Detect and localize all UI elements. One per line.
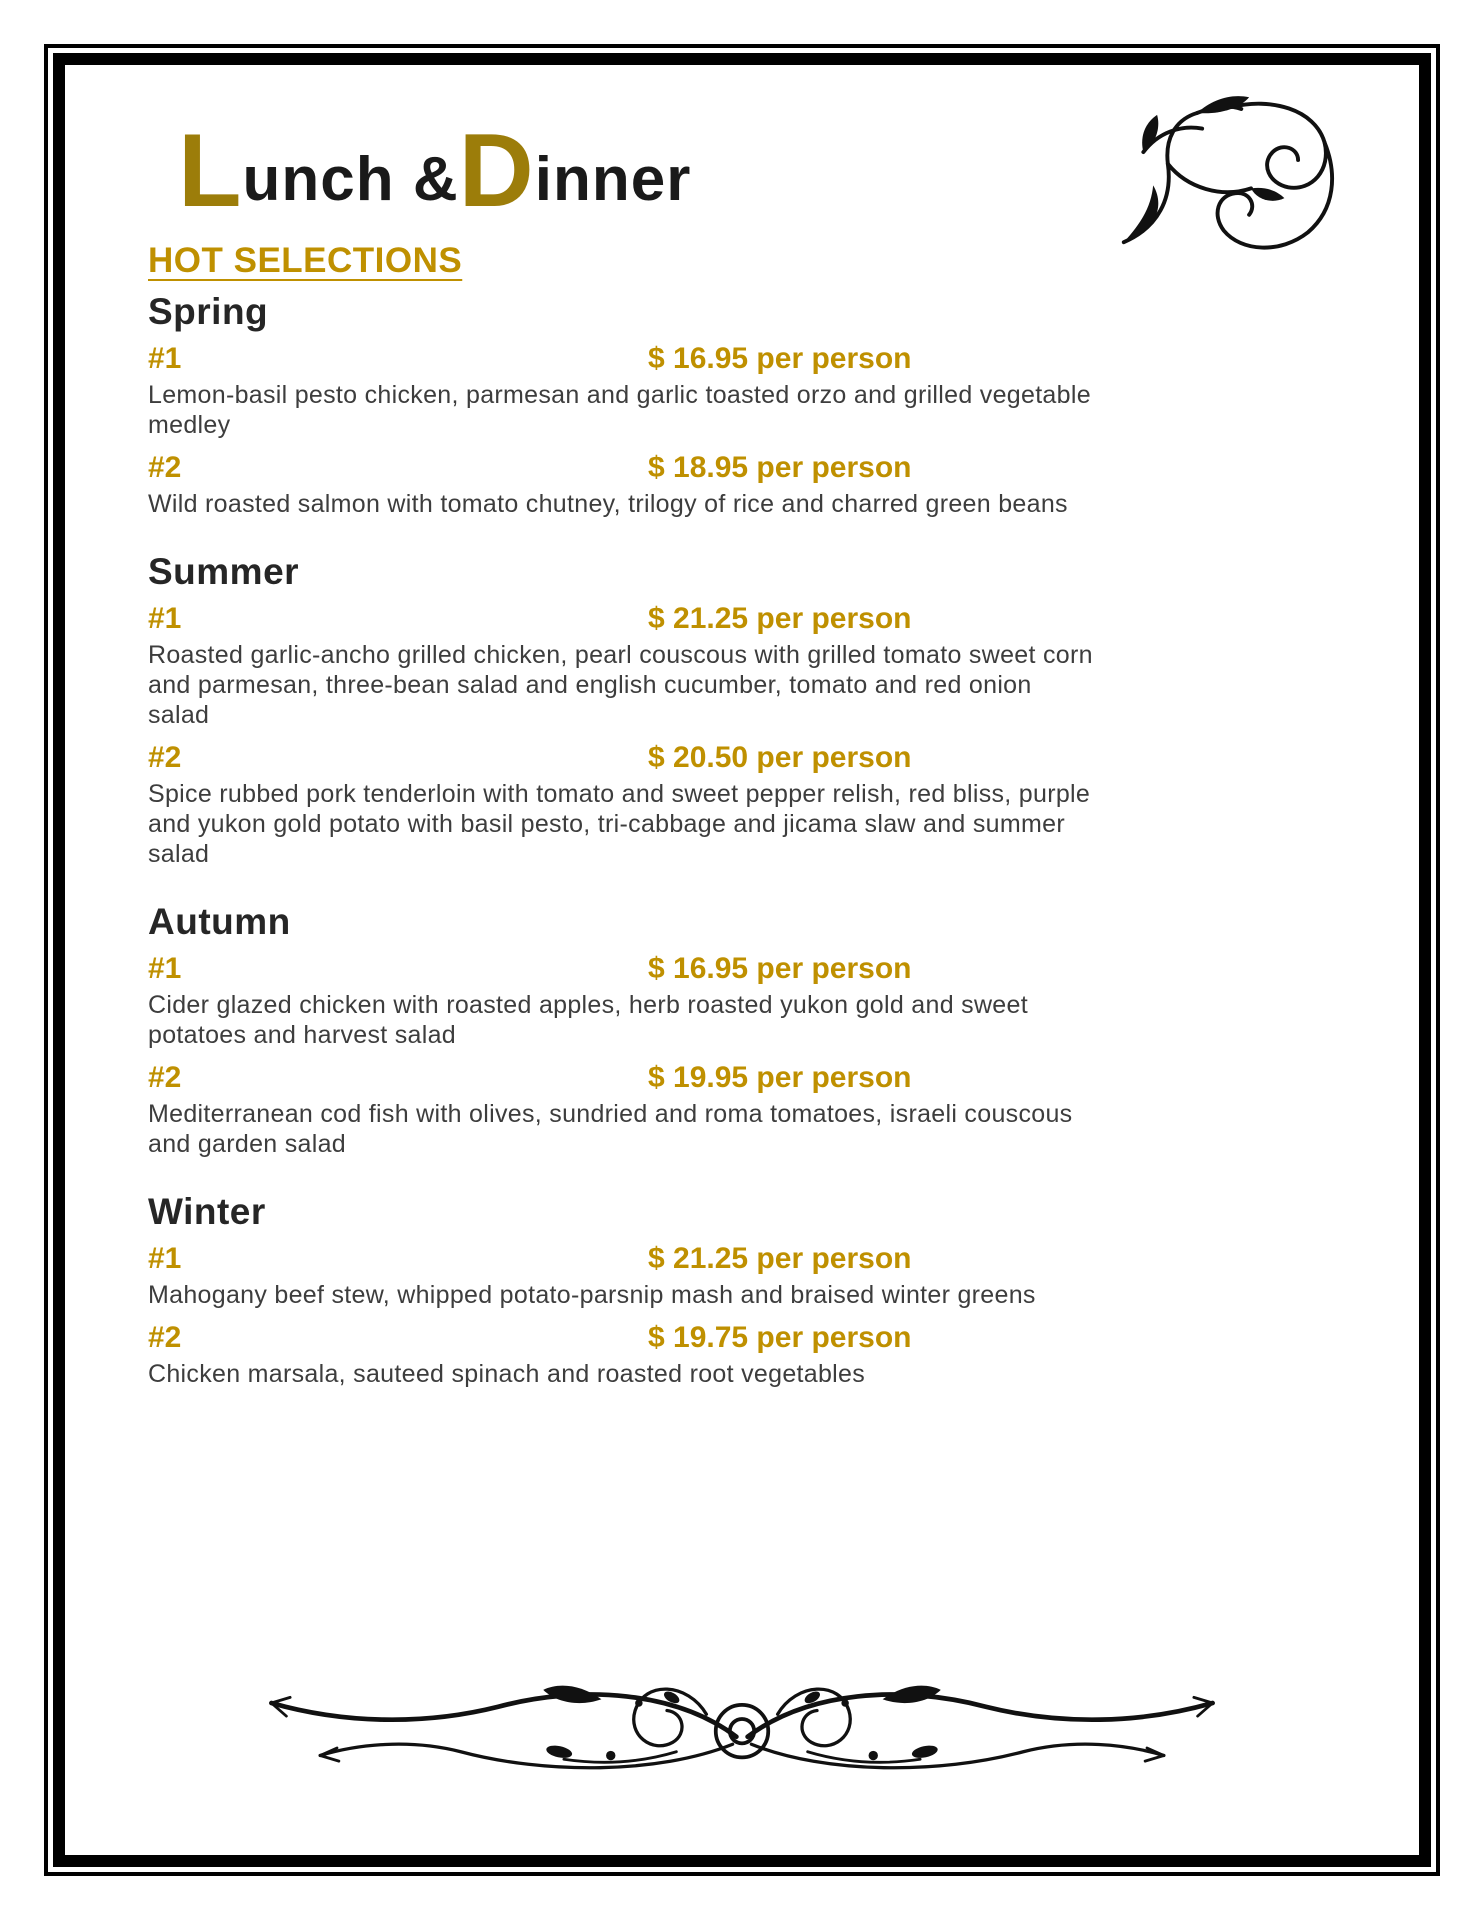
season-heading: Winter xyxy=(148,1190,266,1232)
item-price: $ 16.95 per person xyxy=(648,951,912,985)
item-description: Spice rubbed pork tenderloin with tomato and sweet pepper relish, red bliss, purple and yukon gold potato with basil pesto, tri-cabbage and jicama slaw and summer salad xyxy=(148,779,1091,868)
item-price: $ 16.95 per person xyxy=(648,341,912,375)
title-initial-d: D xyxy=(458,113,535,229)
menu-item xyxy=(148,448,1349,519)
item-description: Wild roasted salmon with tomato chutney, trilogy of rice and charred green beans xyxy=(148,489,1068,518)
item-description: Chicken marsala, sauteed spinach and roasted root vegetables xyxy=(148,1359,866,1388)
item-head xyxy=(148,1239,1349,1278)
title-word-lunch: unch & xyxy=(242,145,459,214)
outer-border-frame xyxy=(44,44,1440,1876)
corner-flourish-icon xyxy=(1114,93,1349,273)
season-section-winter xyxy=(148,1191,1349,1389)
season-section-spring xyxy=(148,291,1349,519)
menu-item xyxy=(148,738,1349,869)
menu-item xyxy=(148,949,1349,1050)
floral-swirl-icon xyxy=(1114,93,1349,268)
item-head xyxy=(148,949,1349,988)
item-number: #1 xyxy=(148,951,182,985)
item-description: Lemon-basil pesto chicken, parmesan and garlic toasted orzo and grilled vegetable medley xyxy=(148,380,1091,439)
item-number: #1 xyxy=(148,601,182,635)
item-price: $ 19.95 per person xyxy=(648,1060,912,1094)
item-head xyxy=(148,599,1349,638)
item-description: Cider glazed chicken with roasted apples, herb roasted yukon gold and sweet potatoes and harvest salad xyxy=(148,990,1028,1049)
menu-item xyxy=(148,1058,1349,1159)
menu-item xyxy=(148,599,1349,730)
item-number: #2 xyxy=(148,1060,182,1094)
menu-item xyxy=(148,339,1349,440)
item-price: $ 19.75 per person xyxy=(648,1320,912,1354)
title-initial-l: L xyxy=(178,113,243,229)
menu-item xyxy=(148,1318,1349,1389)
item-number: #2 xyxy=(148,1320,182,1354)
item-number: #2 xyxy=(148,450,182,484)
scroll-divider-icon xyxy=(212,1658,1272,1808)
item-number: #1 xyxy=(148,341,182,375)
bottom-flourish-icon xyxy=(212,1658,1272,1813)
season-heading: Spring xyxy=(148,290,269,332)
section-heading: HOT SELECTIONS xyxy=(148,240,463,280)
item-price: $ 21.25 per person xyxy=(648,601,912,635)
item-head xyxy=(148,339,1349,378)
item-price: $ 20.50 per person xyxy=(648,740,912,774)
season-section-summer xyxy=(148,551,1349,869)
item-head xyxy=(148,738,1349,777)
item-number: #1 xyxy=(148,1241,182,1275)
item-price: $ 21.25 per person xyxy=(648,1241,912,1275)
item-head xyxy=(148,448,1349,487)
item-price: $ 18.95 per person xyxy=(648,450,912,484)
season-heading: Autumn xyxy=(148,900,291,942)
title-word-dinner: inner xyxy=(534,145,692,214)
item-head xyxy=(148,1058,1349,1097)
item-number: #2 xyxy=(148,740,182,774)
item-description: Mahogany beef stew, whipped potato-parsnip mash and braised winter greens xyxy=(148,1280,1036,1309)
season-section-autumn xyxy=(148,901,1349,1159)
inner-border-frame xyxy=(53,53,1431,1867)
item-head xyxy=(148,1318,1349,1357)
item-description: Roasted garlic-ancho grilled chicken, pearl couscous with grilled tomato sweet corn and parmesan, three-bean salad and english cucumber, tomato and red onion salad xyxy=(148,640,1093,729)
menu-item xyxy=(148,1239,1349,1310)
item-description: Mediterranean cod fish with olives, sundried and roma tomatoes, israeli couscous and garden salad xyxy=(148,1099,1073,1158)
season-heading: Summer xyxy=(148,550,300,592)
